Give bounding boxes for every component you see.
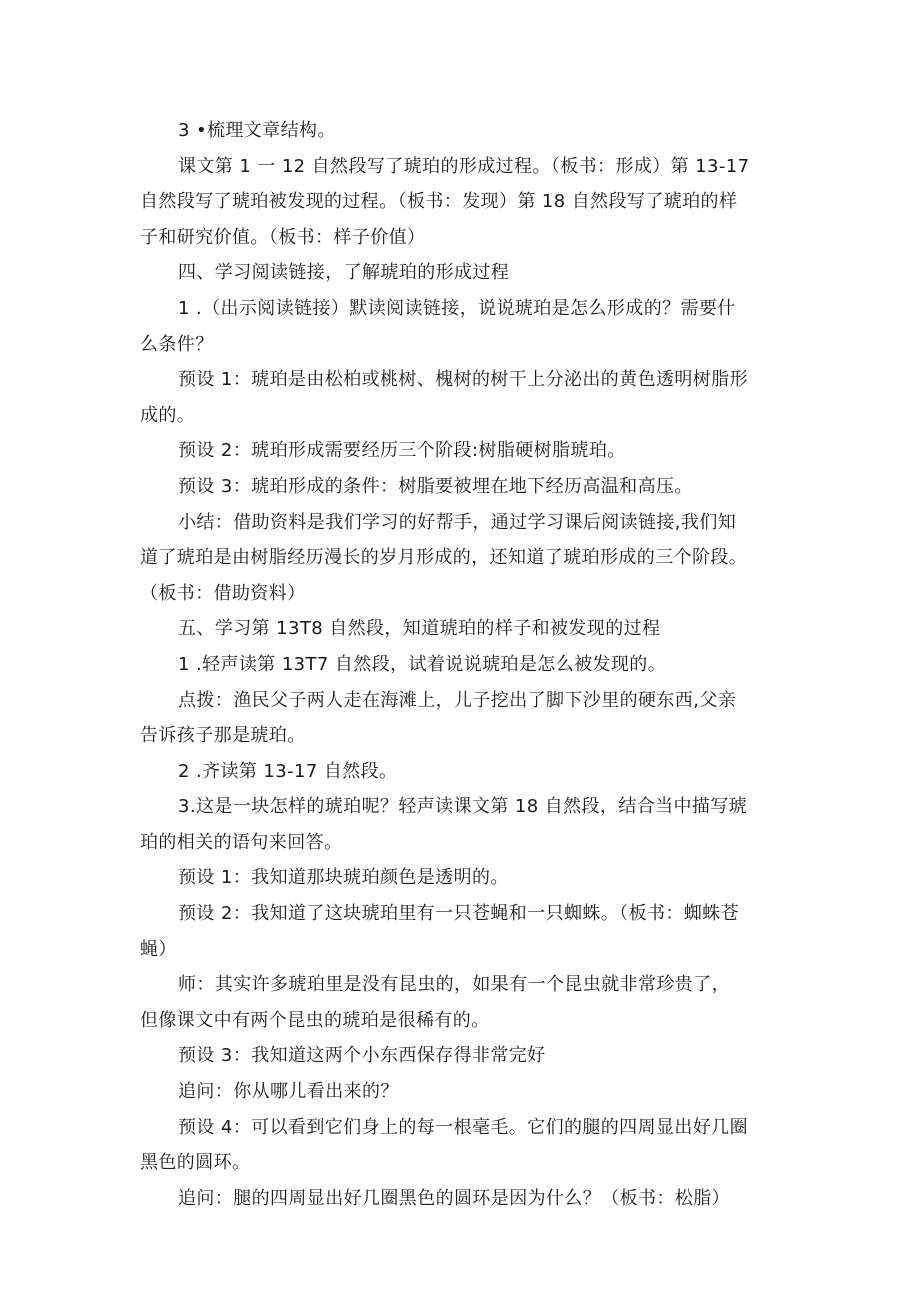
text-line: 蝇） [140, 938, 177, 960]
text-line: 点拨：渔民父子两人走在海滩上，儿子挖出了脚下沙里的硬东西,父亲 [178, 689, 737, 711]
text-line: 小结：借助资料是我们学习的好帮手，通过学习课后阅读链接,我们知 [178, 511, 737, 533]
text-line: 四、学习阅读链接，了解琥珀的形成过程 [178, 262, 510, 284]
text-line: 追问：你从哪儿看出来的？ [178, 1081, 399, 1103]
text-line: 子和研究价值。（板书：样子价值） [140, 226, 426, 248]
text-line: 预设 1：我知道那块琥珀颜色是透明的。 [178, 867, 509, 889]
text-line: 师：其实许多琥珀里是没有昆虫的，如果有一个昆虫就非常珍贵了， [178, 974, 730, 996]
text-line: 预设 2：我知道了这块琥珀里有一只苍蝇和一只蜘蛛。（板书：蜘蛛苍 [178, 903, 739, 925]
document-body [140, 113, 800, 1216]
text-line: 但像课文中有两个昆虫的琥珀是很稀有的。 [140, 1009, 490, 1031]
text-line: 么条件？ [140, 333, 214, 355]
text-line: 告诉孩子那是琥珀。 [140, 725, 306, 747]
text-line: 道了琥珀是由树脂经历漫长的岁月形成的，还知道了琥珀形成的三个阶段。 [140, 547, 748, 569]
text-line: 预设 4：可以看到它们身上的每一根毫毛。它们的腿的四周显出好几圈 [178, 1116, 748, 1138]
text-line: 黑色的圆环。 [140, 1152, 251, 1174]
text-line: 1 .（出示阅读链接）默读阅读链接，说说琥珀是怎么形成的？需要什 [178, 297, 736, 319]
text-line: 课文第 1 一 12 自然段写了琥珀的形成过程。（板书：形成）第 13-17 [178, 155, 750, 177]
text-line: 五、学习第 13T8 自然段，知道琥珀的样子和被发现的过程 [178, 618, 661, 640]
text-line: 珀的相关的语句来回答。 [140, 831, 343, 853]
text-line: 3 •梳理文章结构。 [178, 120, 336, 141]
text-line: 预设 1：琥珀是由松柏或桃树、槐树的树干上分泌出的黄色透明树脂形 [178, 369, 748, 391]
text-line: 自然段写了琥珀被发现的过程。（板书：发现）第 18 自然段写了琥珀的样 [140, 191, 738, 213]
text-line: （板书：借助资料） [140, 582, 306, 604]
text-line: 2 .齐读第 13-17 自然段。 [178, 760, 398, 782]
text-line: 预设 3：我知道这两个小东西保存得非常完好 [178, 1045, 546, 1067]
text-line: 1 .轻声读第 13T7 自然段，试着说说琥珀是怎么被发现的。 [178, 653, 667, 675]
text-line: 3.这是一块怎样的琥珀呢？轻声读课文第 18 自然段，结合当中描写琥 [178, 796, 748, 818]
text-line: 预设 2：琥珀形成需要经历三个阶段:树脂硬树脂琥珀。 [178, 440, 626, 462]
text-line: 预设 3：琥珀形成的条件：树脂要被埋在地下经历高温和高压。 [178, 475, 693, 497]
text-line: 成的。 [140, 404, 196, 426]
text-line: 追问：腿的四周显出好几圈黑色的圆环是因为什么？（板书：松脂） [178, 1187, 730, 1209]
